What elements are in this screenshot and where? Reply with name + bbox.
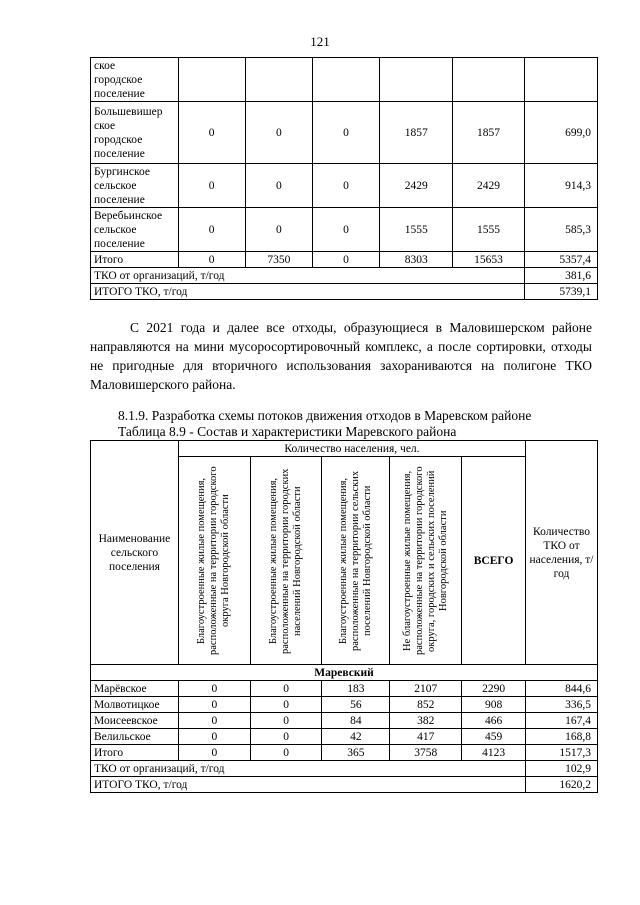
org-label: ТКО от организаций, т/год	[91, 268, 525, 284]
cell: 0	[250, 745, 322, 761]
page-number: 121	[310, 34, 330, 49]
table-row	[91, 713, 598, 729]
cell: 417	[390, 729, 462, 745]
table-row	[91, 268, 598, 284]
cell: 0	[178, 745, 250, 761]
cell: 459	[462, 729, 526, 745]
cell: 1857	[453, 102, 524, 164]
settlement-name: Большевишер ское городское поселение	[91, 102, 179, 164]
table-row	[91, 58, 598, 102]
cell: 2429	[453, 164, 524, 208]
cell: 0	[178, 164, 245, 208]
table-row	[91, 777, 598, 793]
vertical-header-cell	[250, 457, 322, 665]
org-label: ТКО от организаций, т/год	[91, 761, 526, 777]
cell: 168,8	[526, 729, 598, 745]
cell: 167,4	[526, 713, 598, 729]
cell: 914,3	[524, 164, 597, 208]
table-row	[91, 681, 598, 697]
settlement-name: Велильское	[91, 729, 179, 745]
col-header-name: Наименование сельского поселения	[91, 441, 179, 665]
table-row	[91, 252, 598, 268]
settlement-name: Моисеевское	[91, 713, 179, 729]
table-row	[91, 745, 598, 761]
table-row	[91, 102, 598, 164]
cell: 0	[245, 208, 312, 252]
cell: 0	[178, 252, 245, 268]
cell: 2107	[390, 681, 462, 697]
header-row	[91, 441, 598, 457]
cell: 0	[312, 208, 379, 252]
cell: 2290	[462, 681, 526, 697]
cell: 0	[312, 102, 379, 164]
total-label: ИТОГО ТКО, т/год	[91, 777, 526, 793]
cell: 2429	[380, 164, 453, 208]
col-header-tko: Количество ТКО от населения, т/год	[526, 441, 598, 665]
vertical-header-cell	[390, 457, 462, 665]
cell: 1517,3	[526, 745, 598, 761]
group-header: Количество населения, чел.	[178, 441, 525, 457]
table-row	[91, 729, 598, 745]
cell: 908	[462, 697, 526, 713]
settlement-name: ское городское поселение	[91, 58, 179, 102]
col-header-total: ВСЕГО	[462, 457, 526, 665]
cell: 585,3	[524, 208, 597, 252]
section-heading-block	[118, 408, 531, 440]
cell: 5357,4	[524, 252, 597, 268]
cell: 0	[178, 713, 250, 729]
total-value: 1620,2	[526, 777, 598, 793]
district-name: Маревский	[91, 665, 598, 681]
cell: 0	[250, 681, 322, 697]
cell: 336,5	[526, 697, 598, 713]
cell: 699,0	[524, 102, 597, 164]
table-row	[91, 761, 598, 777]
settlement-name: Итого	[91, 745, 179, 761]
cell: 0	[245, 164, 312, 208]
cell: 466	[462, 713, 526, 729]
cell: 0	[178, 102, 245, 164]
settlement-name: Марёвское	[91, 681, 179, 697]
cell: 0	[312, 164, 379, 208]
paragraph: С 2021 года и далее все отходы, образующиеся в Маловишерском районе направляются на мини мусоросортировочный комплекс, а после сортировки, отходы не пригодные для вторичного использования захораниваются на полигоне ТКО Маловишерского района.	[90, 320, 592, 392]
total-label: ИТОГО ТКО, т/год	[91, 284, 525, 300]
cell: 0	[312, 252, 379, 268]
cell: 56	[322, 697, 390, 713]
cell: 0	[178, 729, 250, 745]
table-row	[91, 284, 598, 300]
cell: 852	[390, 697, 462, 713]
cell: 0	[178, 208, 245, 252]
settlement-name: Итого	[91, 252, 179, 268]
table-row	[91, 164, 598, 208]
cell: 0	[250, 697, 322, 713]
cell: 1857	[380, 102, 453, 164]
cell: 0	[178, 681, 250, 697]
org-value: 102,9	[526, 761, 598, 777]
total-value: 5739,1	[524, 284, 597, 300]
cell: 84	[322, 713, 390, 729]
table-marevo	[90, 440, 598, 793]
cell: 0	[245, 102, 312, 164]
vertical-header-cell	[178, 457, 250, 665]
settlement-name: Молвотицкое	[91, 697, 179, 713]
settlement-name: Веребьинское сельское поселение	[91, 208, 179, 252]
cell: 1555	[453, 208, 524, 252]
cell: 4123	[462, 745, 526, 761]
cell: 3758	[390, 745, 462, 761]
table-caption: Таблица 8.9 - Состав и характеристики Маревского района	[118, 424, 457, 439]
cell: 183	[322, 681, 390, 697]
cell: 844,6	[526, 681, 598, 697]
vcol1-header: Благоустроенные жилые помещения, расположенные на территории городского округа Новгородской области	[196, 466, 232, 655]
cell: 7350	[245, 252, 312, 268]
table-row	[91, 697, 598, 713]
table-row	[91, 208, 598, 252]
cell: 42	[322, 729, 390, 745]
cell: 0	[178, 697, 250, 713]
cell: 365	[322, 745, 390, 761]
section-heading: 8.1.9. Разработка схемы потоков движения отходов в Маревском районе	[118, 408, 532, 423]
cell: 1555	[380, 208, 453, 252]
vcol4-header: Не благоустроенные жилые помещения, расположенные на территории городского округа, городских и сельских поселений Новгородской области	[401, 466, 449, 655]
vertical-header-cell	[322, 457, 390, 665]
district-row	[91, 665, 598, 681]
cell: 15653	[453, 252, 524, 268]
cell: 0	[250, 729, 322, 745]
settlement-name: Бургинское сельское поселение	[91, 164, 179, 208]
cell: 382	[390, 713, 462, 729]
cell: 8303	[380, 252, 453, 268]
org-value: 381,6	[524, 268, 597, 284]
table-maloviska	[90, 57, 598, 300]
vcol3-header: Благоустроенные жилые помещения, расположенные на территории сельских поселений Новгородской области	[337, 470, 373, 651]
cell: 0	[250, 713, 322, 729]
vcol2-header: Благоустроенные жилые помещения, расположенные на территории городских населений Новгородской области	[268, 467, 304, 654]
